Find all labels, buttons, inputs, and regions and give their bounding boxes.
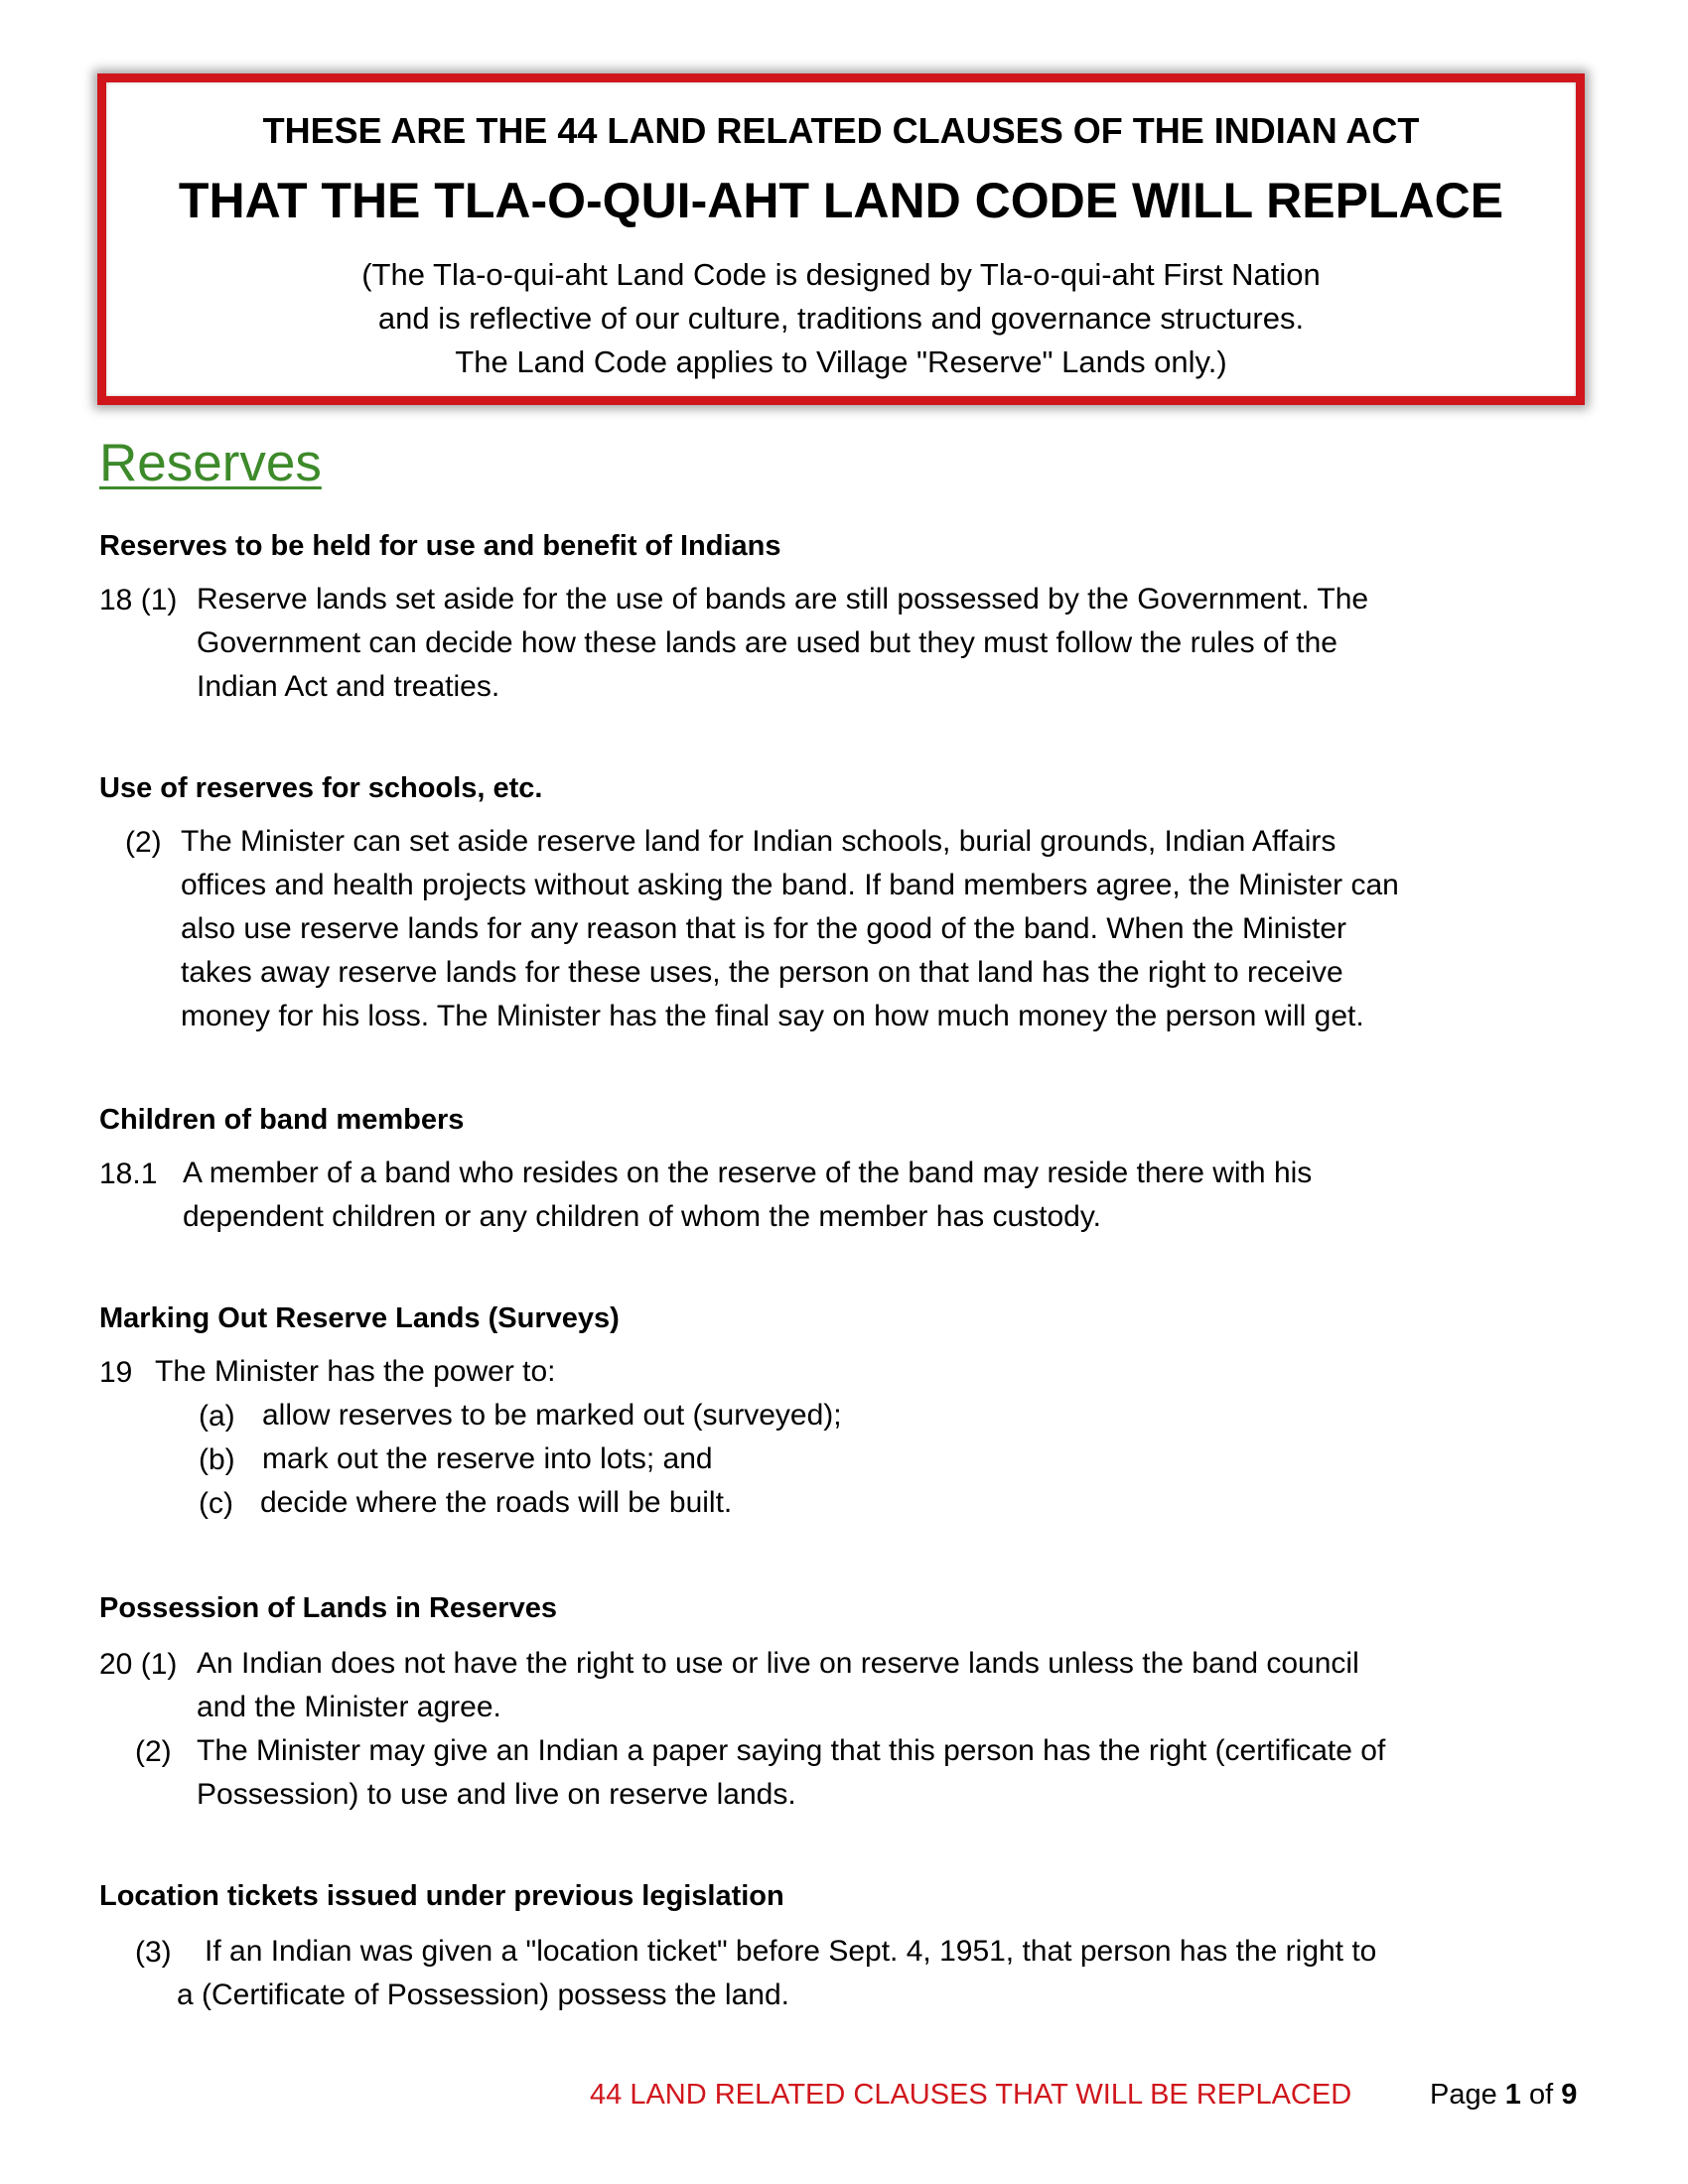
- clause-heading: Children of band members: [99, 1104, 465, 1136]
- clause-text: [197, 578, 1368, 709]
- banner-note: [106, 253, 1576, 384]
- text-line: Indian Act and treaties.: [197, 670, 500, 703]
- text-line: takes away reserve lands for these uses, the person on that land has the right to receive: [181, 956, 1343, 989]
- page-of: of: [1529, 2079, 1554, 2111]
- list-item-label: (b): [199, 1443, 235, 1476]
- clause-number: 18 (1): [99, 584, 178, 616]
- footer-title: 44 LAND RELATED CLAUSES THAT WILL BE REPLACED: [590, 2079, 1352, 2111]
- clause-text: [197, 1729, 1385, 1817]
- banner-note-line: and is reflective of our culture, traditions and governance structures.: [377, 301, 1305, 336]
- title-banner: [97, 73, 1585, 405]
- clause-number: 18.1: [99, 1158, 158, 1190]
- list-item-label: (c): [199, 1487, 233, 1520]
- page-indicator: [1430, 2079, 1577, 2112]
- text-line: and the Minister agree.: [197, 1691, 501, 1723]
- clause-text: a (Certificate of Possession) possess the land.: [177, 1979, 789, 2011]
- text-line: Government can decide how these lands are used but they must follow the rules of the: [197, 626, 1337, 659]
- clause-heading: Location tickets issued under previous legislation: [99, 1880, 784, 1912]
- list-item-text: mark out the reserve into lots; and: [262, 1442, 713, 1475]
- page-total: 9: [1561, 2079, 1578, 2111]
- clause-number: 19: [99, 1356, 133, 1389]
- text-line: dependent children or any children of whom the member has custody.: [183, 1200, 1101, 1233]
- clause-heading: Marking Out Reserve Lands (Surveys): [99, 1302, 620, 1334]
- clause-text: [181, 820, 1399, 1038]
- text-line: Reserve lands set aside for the use of bands are still possessed by the Government. The: [197, 583, 1369, 615]
- banner-title-line-1: THESE ARE THE 44 LAND RELATED CLAUSES OF THE INDIAN ACT: [262, 110, 1420, 151]
- clause-number: (2): [125, 826, 162, 859]
- clause-number: (3): [135, 1936, 172, 1969]
- clause-text: [197, 1642, 1359, 1729]
- text-line: also use reserve lands for any reason that is for the good of the band. When the Minister: [181, 912, 1346, 945]
- text-line: money for his loss. The Minister has the final say on how much money the person will get.: [181, 1000, 1364, 1032]
- page-word: Page: [1430, 2079, 1497, 2111]
- list-item-text: decide where the roads will be built.: [260, 1486, 733, 1519]
- banner-note-line: (The Tla-o-qui-aht Land Code is designed by Tla-o-qui-aht First Nation: [361, 257, 1321, 292]
- clause-number: (2): [135, 1735, 172, 1768]
- text-line: The Minister can set aside reserve land for Indian schools, burial grounds, Indian Affairs: [181, 825, 1336, 858]
- text-line: A member of a band who resides on the reserve of the band may reside there with his: [183, 1157, 1313, 1189]
- text-line: offices and health projects without asking the band. If band members agree, the Minister can: [181, 869, 1399, 901]
- list-item-text: allow reserves to be marked out (surveyed);: [262, 1399, 842, 1432]
- text-line: The Minister may give an Indian a paper saying that this person has the right (certificate of: [197, 1734, 1386, 1767]
- clause-text: [183, 1152, 1312, 1239]
- banner-title-line-2: THAT THE TLA-O-QUI-AHT LAND CODE WILL REPLACE: [178, 173, 1504, 228]
- clause-heading: Possession of Lands in Reserves: [99, 1592, 557, 1624]
- text-line: Possession) to use and live on reserve lands.: [197, 1778, 796, 1811]
- banner-note-line: The Land Code applies to Village "Reserve" Lands only.): [455, 344, 1227, 379]
- clause-text: The Minister has the power to:: [155, 1355, 556, 1388]
- clause-text: If an Indian was given a "location ticket" before Sept. 4, 1951, that person has the right to: [205, 1935, 1377, 1968]
- clause-heading: Reserves to be held for use and benefit of Indians: [99, 530, 781, 562]
- section-title: Reserves: [99, 434, 322, 492]
- page-current: 1: [1504, 2079, 1521, 2111]
- clause-heading: Use of reserves for schools, etc.: [99, 772, 543, 804]
- list-item-label: (a): [199, 1400, 235, 1433]
- clause-number: 20 (1): [99, 1648, 178, 1681]
- text-line: An Indian does not have the right to use or live on reserve lands unless the band council: [197, 1647, 1359, 1680]
